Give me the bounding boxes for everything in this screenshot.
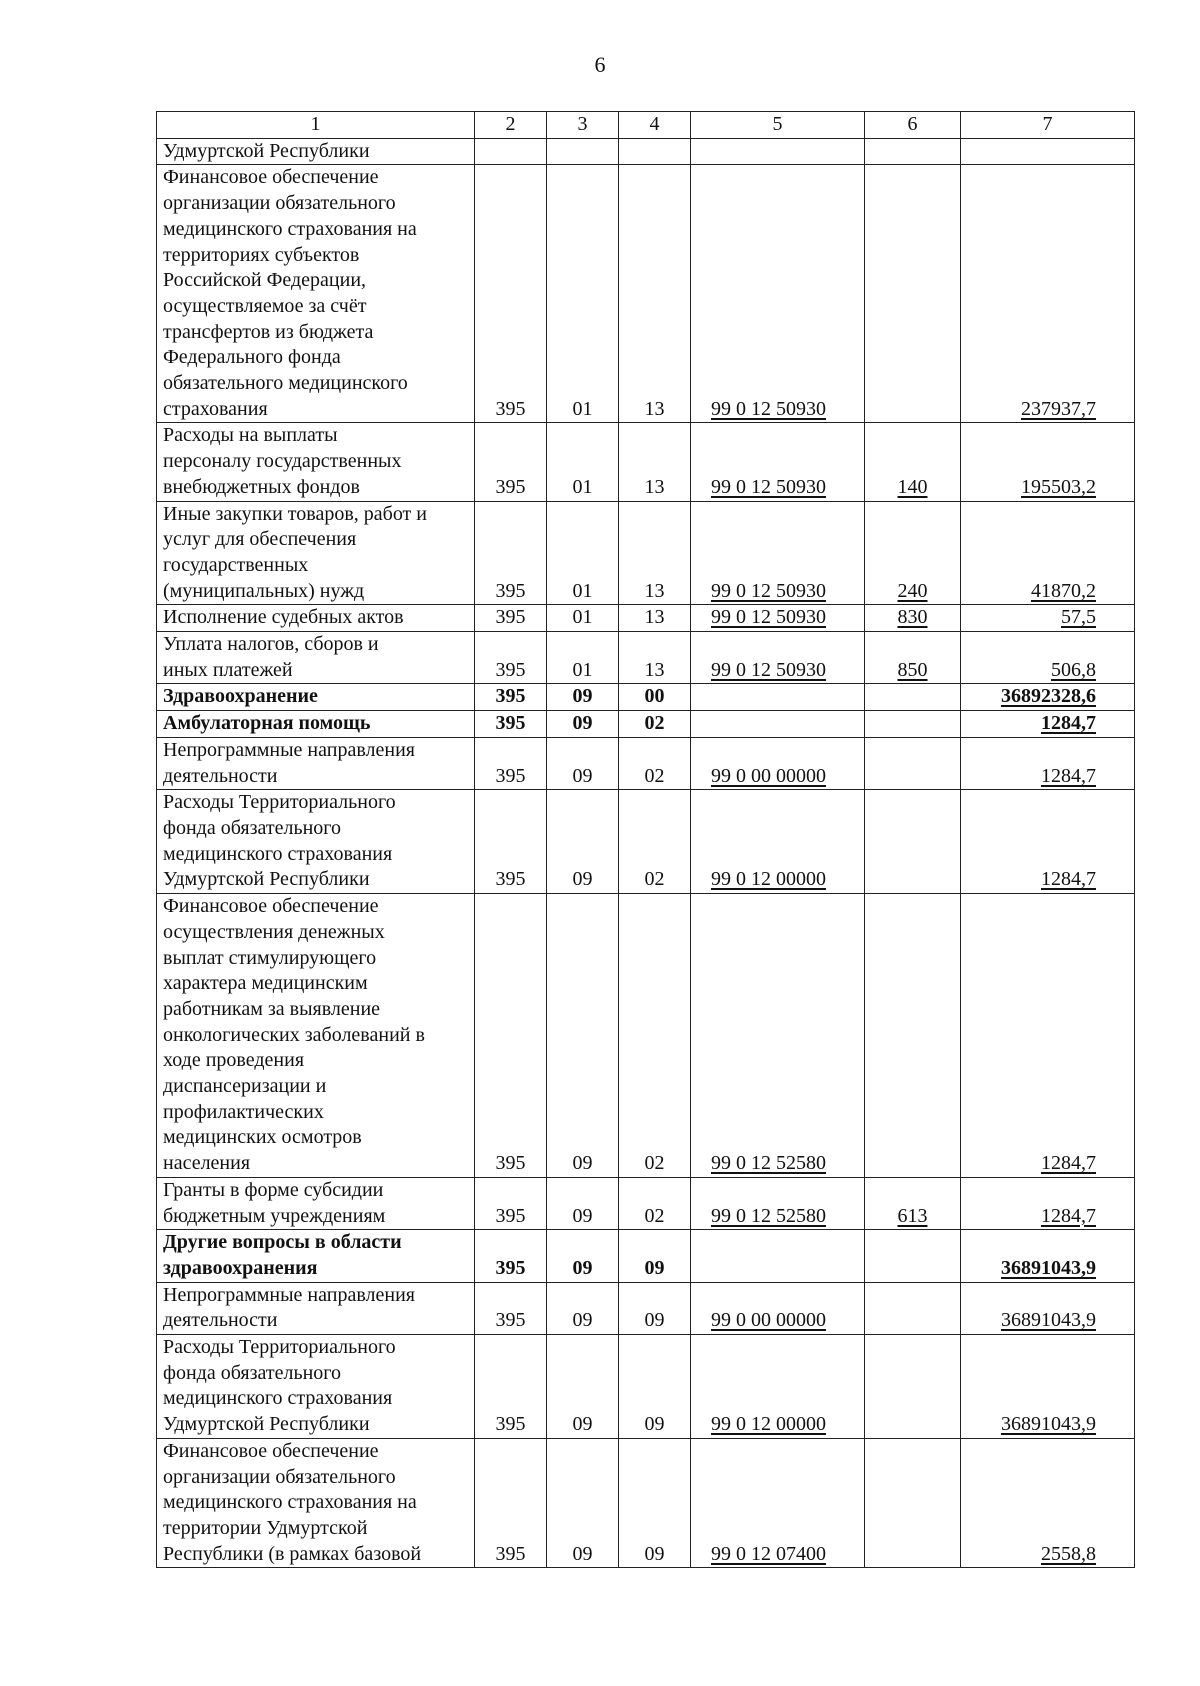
cell-value: 1284,7: [1041, 868, 1096, 891]
cell-value: 99 0 00 00000: [711, 1309, 826, 1332]
cell-value: 506,8: [1051, 658, 1096, 681]
cell-value: 99 0 12 50930: [711, 397, 826, 420]
cell-value: 09: [572, 685, 593, 708]
cell-c6: [865, 711, 961, 738]
cell-c2: [475, 501, 547, 605]
cell-c7: [961, 1177, 1135, 1229]
row-name-line: осуществляемое за счёт: [163, 294, 367, 317]
row-name-line: Уплата налогов, сборов и: [163, 633, 379, 656]
cell-c6: [865, 1230, 961, 1282]
cell-value: 09: [572, 1152, 593, 1175]
cell-c2: [475, 423, 547, 501]
cell-c5: [691, 1335, 865, 1439]
cell-value: 09: [644, 1256, 665, 1279]
row-name-line: медицинского страхования на: [163, 1491, 417, 1514]
cell-c3: [547, 1177, 619, 1229]
cell-value: 09: [644, 1309, 665, 1332]
table-row: [157, 501, 1135, 605]
row-name: [157, 605, 475, 632]
cell-value: 99 0 12 50930: [711, 658, 826, 681]
cell-value: 09: [572, 1309, 593, 1332]
cell-value: 01: [572, 579, 593, 602]
row-name-line: Расходы Территориального: [163, 791, 396, 814]
row-name-line: деятельности: [163, 1309, 278, 1332]
row-name-line: Российской Федерации,: [163, 269, 367, 292]
cell-c3: [547, 1438, 619, 1568]
cell-c3: [547, 684, 619, 711]
column-header-5: 5: [691, 112, 865, 139]
table-row: [157, 1177, 1135, 1229]
cell-value: 395: [495, 658, 526, 681]
cell-c6: [865, 790, 961, 894]
cell-c2: [475, 790, 547, 894]
cell-c4: [619, 1282, 691, 1334]
cell-c2: [475, 711, 547, 738]
cell-value: 240: [897, 579, 928, 602]
cell-c4: [619, 605, 691, 632]
cell-value: 395: [495, 685, 526, 708]
cell-c4: [619, 165, 691, 423]
row-name-line: Непрограммные направления: [163, 1283, 415, 1306]
cell-value: 09: [572, 868, 593, 891]
cell-c5: [691, 165, 865, 423]
row-name-line: диспансеризации и: [163, 1075, 327, 1098]
cell-c6: [865, 605, 961, 632]
cell-value: 99 0 12 50930: [711, 606, 826, 629]
row-name-line: Здравоохранение: [163, 685, 318, 708]
cell-c5: [691, 632, 865, 684]
row-name-line: выплат стимулирующего: [163, 946, 377, 969]
table-row: [157, 1438, 1135, 1568]
cell-c2: [475, 894, 547, 1178]
cell-value: 1284,7: [1041, 764, 1096, 787]
cell-c7: [961, 1335, 1135, 1439]
row-name-line: трансфертов из бюджета: [163, 320, 374, 343]
cell-value: 99 0 12 07400: [711, 1542, 826, 1565]
row-name: [157, 1438, 475, 1568]
cell-c2: [475, 1177, 547, 1229]
row-name-line: территории Удмуртской: [163, 1516, 368, 1539]
cell-value: 00: [644, 685, 665, 708]
cell-c5: [691, 1282, 865, 1334]
row-name-line: иных платежей: [163, 658, 293, 681]
cell-c5: [691, 501, 865, 605]
cell-c4: [619, 1230, 691, 1282]
cell-c6: [865, 1335, 961, 1439]
cell-value: 395: [495, 397, 526, 420]
row-name-line: услуг для обеспечения: [163, 528, 357, 551]
cell-value: 1284,7: [1041, 1152, 1096, 1175]
cell-value: 395: [495, 1413, 526, 1436]
cell-c7: [961, 790, 1135, 894]
cell-c7: [961, 1438, 1135, 1568]
column-header-6: 6: [865, 112, 961, 139]
cell-value: 02: [644, 1204, 665, 1227]
row-name-line: (муниципальных) нужд: [163, 579, 365, 602]
row-name-line: Расходы на выплаты: [163, 424, 338, 447]
cell-c4: [619, 501, 691, 605]
cell-value: 02: [644, 1152, 665, 1175]
cell-value: 57,5: [1061, 606, 1096, 629]
header-row: [157, 112, 1135, 139]
row-name: [157, 711, 475, 738]
row-name-line: Удмуртской Республики: [163, 868, 370, 891]
row-name: [157, 165, 475, 423]
row-name-line: здравоохранения: [163, 1256, 318, 1279]
cell-value: 99 0 12 52580: [711, 1152, 826, 1175]
table-body: [157, 112, 1135, 1568]
cell-value: 09: [572, 764, 593, 787]
table-row: [157, 1282, 1135, 1334]
cell-c5: [691, 605, 865, 632]
cell-c4: [619, 684, 691, 711]
cell-value: 99 0 12 00000: [711, 1413, 826, 1436]
row-name-line: Республики (в рамках базовой: [163, 1542, 422, 1565]
cell-value: 613: [897, 1204, 928, 1227]
cell-c4: [619, 894, 691, 1178]
table-row: [157, 894, 1135, 1178]
cell-c7: [961, 684, 1135, 711]
cell-value: 395: [495, 712, 526, 735]
table-row: [157, 165, 1135, 423]
table-row: [157, 423, 1135, 501]
row-name-line: Иные закупки товаров, работ и: [163, 502, 428, 525]
cell-value: 36892328,6: [1001, 685, 1096, 708]
cell-value: 09: [572, 1256, 593, 1279]
row-name-line: осуществления денежных: [163, 920, 385, 943]
row-name: [157, 138, 475, 165]
cell-value: 195503,2: [1021, 475, 1096, 498]
cell-value: 01: [572, 606, 593, 629]
cell-value: 830: [897, 606, 928, 629]
cell-c2: [475, 605, 547, 632]
row-name-line: организации обязательного: [163, 192, 396, 215]
cell-c4: [619, 790, 691, 894]
cell-value: 13: [644, 397, 665, 420]
row-name-line: работникам за выявление: [163, 997, 381, 1020]
row-name-line: Гранты в форме субсидии: [163, 1178, 384, 1201]
column-header-3: 3: [547, 112, 619, 139]
cell-value: 36891043,9: [1001, 1256, 1096, 1279]
cell-c2: [475, 737, 547, 789]
row-name-line: фонда обязательного: [163, 816, 341, 839]
cell-c6: [865, 632, 961, 684]
row-name-line: территориях субъектов: [163, 243, 360, 266]
cell-value: 01: [572, 658, 593, 681]
cell-c5: [691, 138, 865, 165]
cell-value: 99 0 12 00000: [711, 868, 826, 891]
row-name-line: бюджетным учреждениям: [163, 1204, 386, 1227]
row-name-line: персоналу государственных: [163, 450, 402, 473]
cell-value: 395: [495, 764, 526, 787]
row-name-line: страхования: [163, 397, 268, 420]
row-name-line: характера медицинским: [163, 972, 368, 995]
row-name-line: Исполнение судебных актов: [163, 606, 404, 629]
row-name-line: медицинских осмотров: [163, 1126, 362, 1149]
cell-c7: [961, 1230, 1135, 1282]
cell-c6: [865, 894, 961, 1178]
cell-c3: [547, 894, 619, 1178]
cell-value: 41870,2: [1031, 579, 1096, 602]
cell-value: 02: [644, 868, 665, 891]
cell-value: 02: [644, 764, 665, 787]
row-name-line: населения: [163, 1152, 251, 1175]
cell-c5: [691, 684, 865, 711]
cell-value: 140: [897, 475, 928, 498]
cell-c2: [475, 1335, 547, 1439]
cell-c6: [865, 684, 961, 711]
cell-c5: [691, 1177, 865, 1229]
cell-value: 01: [572, 475, 593, 498]
cell-c7: [961, 501, 1135, 605]
row-name-line: Финансовое обеспечение: [163, 166, 379, 189]
cell-c5: [691, 1438, 865, 1568]
cell-c3: [547, 1230, 619, 1282]
cell-c4: [619, 711, 691, 738]
row-name-line: медицинского страхования на: [163, 217, 417, 240]
cell-c4: [619, 632, 691, 684]
cell-c6: [865, 1438, 961, 1568]
column-header-2: 2: [475, 112, 547, 139]
cell-c2: [475, 138, 547, 165]
cell-c3: [547, 1335, 619, 1439]
cell-value: 99 0 12 50930: [711, 579, 826, 602]
cell-c4: [619, 737, 691, 789]
cell-c5: [691, 737, 865, 789]
cell-c2: [475, 684, 547, 711]
table-row: [157, 605, 1135, 632]
row-name-line: Финансовое обеспечение: [163, 1439, 379, 1462]
cell-value: 1284,7: [1041, 1204, 1096, 1227]
row-name-line: внебюджетных фондов: [163, 475, 360, 498]
cell-c3: [547, 501, 619, 605]
table-row: [157, 737, 1135, 789]
row-name: [157, 1177, 475, 1229]
cell-c6: [865, 737, 961, 789]
cell-value: 02: [644, 712, 665, 735]
cell-c3: [547, 165, 619, 423]
column-header-7: 7: [961, 112, 1135, 139]
cell-c7: [961, 423, 1135, 501]
cell-c6: [865, 423, 961, 501]
cell-c3: [547, 605, 619, 632]
cell-value: 237937,7: [1021, 397, 1096, 420]
cell-value: 13: [644, 475, 665, 498]
row-name-line: медицинского страхования: [163, 842, 393, 865]
row-name-line: фонда обязательного: [163, 1361, 341, 1384]
cell-c7: [961, 737, 1135, 789]
row-name-line: медицинского страхования: [163, 1387, 393, 1410]
cell-value: 395: [495, 868, 526, 891]
row-name: [157, 1335, 475, 1439]
row-name: [157, 1230, 475, 1282]
row-name: [157, 1282, 475, 1334]
cell-value: 09: [644, 1542, 665, 1565]
budget-table: [156, 111, 1135, 1568]
cell-c3: [547, 632, 619, 684]
cell-value: 99 0 00 00000: [711, 764, 826, 787]
cell-c4: [619, 138, 691, 165]
table-row: [157, 1335, 1135, 1439]
cell-c2: [475, 1282, 547, 1334]
cell-c6: [865, 138, 961, 165]
cell-value: 395: [495, 579, 526, 602]
cell-value: 13: [644, 658, 665, 681]
row-name-line: Удмуртской Республики: [163, 1413, 370, 1436]
cell-c7: [961, 632, 1135, 684]
row-name: [157, 684, 475, 711]
cell-c6: [865, 1177, 961, 1229]
cell-value: 13: [644, 606, 665, 629]
cell-value: 395: [495, 475, 526, 498]
cell-c7: [961, 894, 1135, 1178]
cell-c5: [691, 1230, 865, 1282]
cell-value: 395: [495, 606, 526, 629]
row-name-line: Другие вопросы в области: [163, 1231, 402, 1254]
column-header-4: 4: [619, 112, 691, 139]
row-name-line: онкологических заболеваний в: [163, 1023, 425, 1046]
cell-value: 395: [495, 1309, 526, 1332]
row-name-line: Расходы Территориального: [163, 1336, 396, 1359]
row-name-line: профилактических: [163, 1100, 324, 1123]
table-row: [157, 632, 1135, 684]
table-row: [157, 711, 1135, 738]
row-name: [157, 894, 475, 1178]
cell-c7: [961, 711, 1135, 738]
column-header-1: 1: [157, 112, 475, 139]
row-name-line: Финансовое обеспечение: [163, 895, 379, 918]
cell-value: 13: [644, 579, 665, 602]
cell-c3: [547, 1282, 619, 1334]
cell-c4: [619, 423, 691, 501]
cell-c7: [961, 605, 1135, 632]
table-row: [157, 138, 1135, 165]
row-name-line: Непрограммные направления: [163, 738, 415, 761]
row-name-line: ходе проведения: [163, 1049, 305, 1072]
cell-c6: [865, 1282, 961, 1334]
cell-c7: [961, 138, 1135, 165]
table-row: [157, 790, 1135, 894]
cell-c2: [475, 1230, 547, 1282]
cell-value: 09: [572, 712, 593, 735]
row-name-line: Федерального фонда: [163, 346, 341, 369]
cell-value: 395: [495, 1256, 526, 1279]
cell-c4: [619, 1335, 691, 1439]
row-name-line: государственных: [163, 553, 309, 576]
cell-value: 99 0 12 52580: [711, 1204, 826, 1227]
row-name-line: деятельности: [163, 764, 278, 787]
cell-value: 09: [644, 1413, 665, 1436]
cell-c3: [547, 711, 619, 738]
cell-c7: [961, 1282, 1135, 1334]
cell-value: 1284,7: [1041, 712, 1096, 735]
row-name: [157, 632, 475, 684]
cell-c5: [691, 423, 865, 501]
table-row: [157, 1230, 1135, 1282]
cell-value: 36891043,9: [1001, 1309, 1096, 1332]
cell-value: 09: [572, 1204, 593, 1227]
cell-value: 99 0 12 50930: [711, 475, 826, 498]
row-name-line: Амбулаторная помощь: [163, 712, 371, 735]
cell-value: 01: [572, 397, 593, 420]
cell-value: 36891043,9: [1001, 1413, 1096, 1436]
cell-value: 395: [495, 1204, 526, 1227]
cell-value: 09: [572, 1413, 593, 1436]
row-name-line: обязательного медицинского: [163, 372, 408, 395]
cell-value: 850: [897, 658, 928, 681]
table-row: [157, 684, 1135, 711]
cell-c6: [865, 501, 961, 605]
row-name-line: Удмуртской Республики: [163, 139, 370, 162]
row-name: [157, 501, 475, 605]
cell-value: 395: [495, 1152, 526, 1175]
cell-c2: [475, 1438, 547, 1568]
cell-value: 395: [495, 1542, 526, 1565]
cell-c5: [691, 790, 865, 894]
cell-c4: [619, 1177, 691, 1229]
cell-c3: [547, 423, 619, 501]
row-name: [157, 423, 475, 501]
cell-value: 09: [572, 1542, 593, 1565]
cell-value: 2558,8: [1041, 1542, 1096, 1565]
row-name: [157, 737, 475, 789]
cell-c2: [475, 165, 547, 423]
page-number: 6: [594, 52, 606, 77]
cell-c2: [475, 632, 547, 684]
cell-c3: [547, 737, 619, 789]
row-name-line: организации обязательного: [163, 1465, 396, 1488]
cell-c7: [961, 165, 1135, 423]
cell-c6: [865, 165, 961, 423]
cell-c5: [691, 711, 865, 738]
cell-c3: [547, 790, 619, 894]
row-name: [157, 790, 475, 894]
cell-c5: [691, 894, 865, 1178]
cell-c3: [547, 138, 619, 165]
cell-c4: [619, 1438, 691, 1568]
